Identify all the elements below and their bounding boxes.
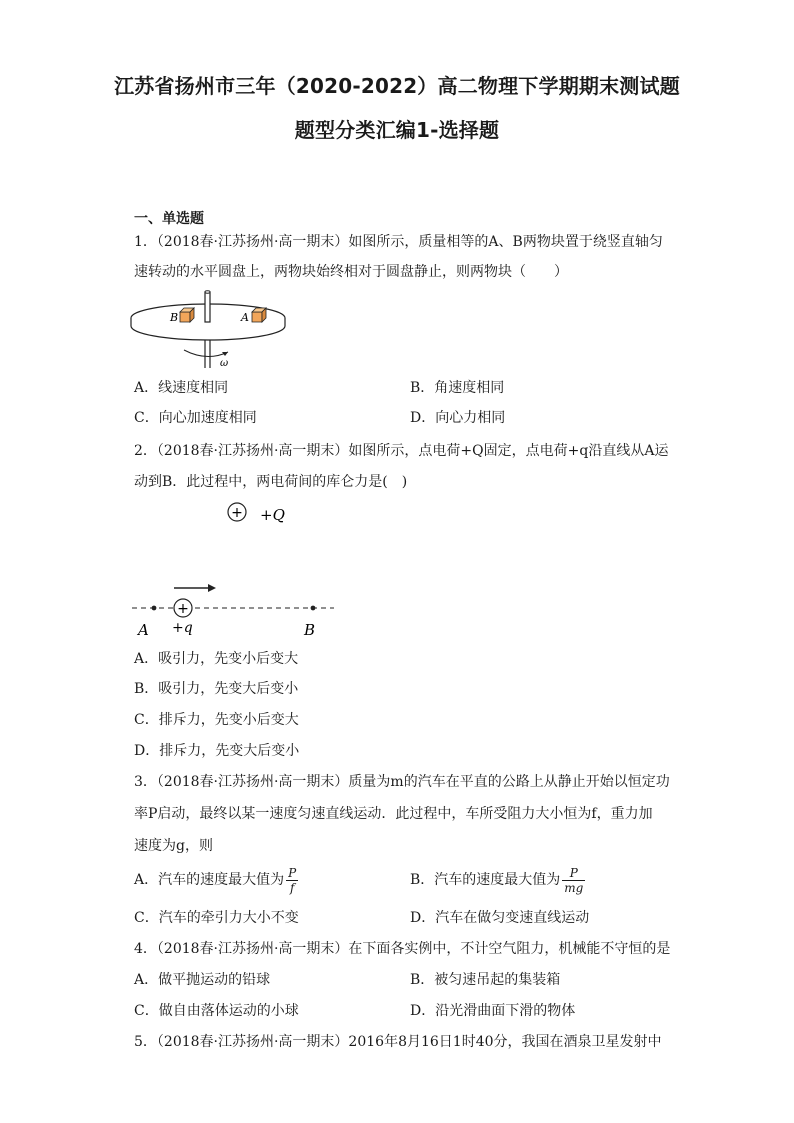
q5-text-line1: 5．（2018春·江苏扬州·高一期末）2016年8月16日1时40分，我国在酒泉卫星发射中 bbox=[134, 1034, 662, 1050]
motion-arrowhead bbox=[208, 584, 216, 592]
q2-text-line2: 动到B．此过程中，两电荷间的库仑力是( ) bbox=[134, 474, 408, 490]
q1-turntable-figure bbox=[128, 288, 298, 372]
q4-text-line1: 4．（2018春·江苏扬州·高一期末）在下面各实例中，不计空气阻力，机械能不守恒的是 bbox=[134, 941, 671, 957]
q2-charge-figure bbox=[128, 496, 348, 642]
label-B: B bbox=[304, 621, 316, 639]
q3-option-A-numerator: P bbox=[288, 865, 297, 880]
label-q: +q bbox=[172, 620, 193, 636]
q1-text-line2: 速转动的水平圆盘上，两物块始终相对于圆盘静止，则两物块（ ） bbox=[134, 264, 568, 280]
q3-option-B-fraction bbox=[562, 866, 585, 895]
q3-text-line3: 速度为g，则 bbox=[134, 838, 213, 854]
q2-option-C: C．排斥力，先变小后变大 bbox=[134, 712, 299, 728]
point-A bbox=[152, 606, 157, 611]
label-A: A bbox=[241, 311, 249, 324]
q2-option-A: A．吸引力，先变小后变大 bbox=[134, 651, 299, 667]
q1-option-D: D．向心力相同 bbox=[410, 410, 506, 426]
q3-option-B bbox=[410, 860, 585, 900]
q3-option-C: C．汽车的牵引力大小不变 bbox=[134, 910, 299, 926]
q4-option-B: B．被匀速吊起的集装箱 bbox=[410, 972, 561, 988]
document-title-line2: 题型分类汇编1-选择题 bbox=[294, 118, 500, 142]
label-omega: ω bbox=[220, 358, 229, 369]
q3-option-B-denominator: mg bbox=[564, 880, 584, 895]
q3-option-A-denominator: f bbox=[286, 880, 298, 895]
q2-option-B: B．吸引力，先变大后变小 bbox=[134, 681, 299, 697]
label-B: B bbox=[170, 311, 179, 324]
charge-q-sign: + bbox=[177, 601, 189, 617]
q3-option-A bbox=[134, 860, 298, 900]
block-A bbox=[252, 308, 266, 322]
shaft-cap bbox=[205, 291, 210, 293]
q3-text-line2: 率P启动，最终以某一速度匀速直线运动．此过程中，车所受阻力大小恒为f，重力加 bbox=[134, 806, 653, 822]
q3-option-A-fraction bbox=[286, 866, 298, 895]
label-Q: +Q bbox=[260, 506, 285, 524]
q2-text-line1: 2．（2018春·江苏扬州·高一期末）如图所示，点电荷+Q固定，点电荷+q沿直线从A运 bbox=[134, 443, 669, 459]
shaft-upper bbox=[205, 292, 210, 322]
q3-text-line1: 3．（2018春·江苏扬州·高一期末）质量为m的汽车在平直的公路上从静止开始以恒定功 bbox=[134, 774, 670, 790]
charge-Q-sign: + bbox=[231, 505, 243, 521]
document-title-line1: 江苏省扬州市三年（2020-2022）高二物理下学期期末测试题 bbox=[114, 74, 680, 98]
q4-option-A: A．做平抛运动的铅球 bbox=[134, 972, 271, 988]
point-B bbox=[311, 606, 316, 611]
q3-option-B-text: B．汽车的速度最大值为 bbox=[410, 872, 561, 888]
q3-option-B-numerator: P bbox=[569, 865, 578, 880]
q4-option-D: D．沿光滑曲面下滑的物体 bbox=[410, 1003, 576, 1019]
q1-option-C: C．向心加速度相同 bbox=[134, 410, 257, 426]
q3-option-D: D．汽车在做匀变速直线运动 bbox=[410, 910, 590, 926]
rotation-arrow bbox=[184, 350, 228, 357]
q2-option-D: D．排斥力，先变大后变小 bbox=[134, 743, 300, 759]
section-heading: 一、单选题 bbox=[134, 211, 204, 227]
q1-text-line1: 1．（2018春·江苏扬州·高一期末）如图所示，质量相等的A、B两物块置于绕竖直轴匀 bbox=[134, 234, 663, 250]
block-B bbox=[180, 308, 194, 322]
q1-option-A: A．线速度相同 bbox=[134, 380, 229, 396]
label-A: A bbox=[138, 621, 149, 639]
q4-option-C: C．做自由落体运动的小球 bbox=[134, 1003, 299, 1019]
q3-option-A-text: A．汽车的速度最大值为 bbox=[134, 872, 285, 888]
q1-option-B: B．角速度相同 bbox=[410, 380, 505, 396]
